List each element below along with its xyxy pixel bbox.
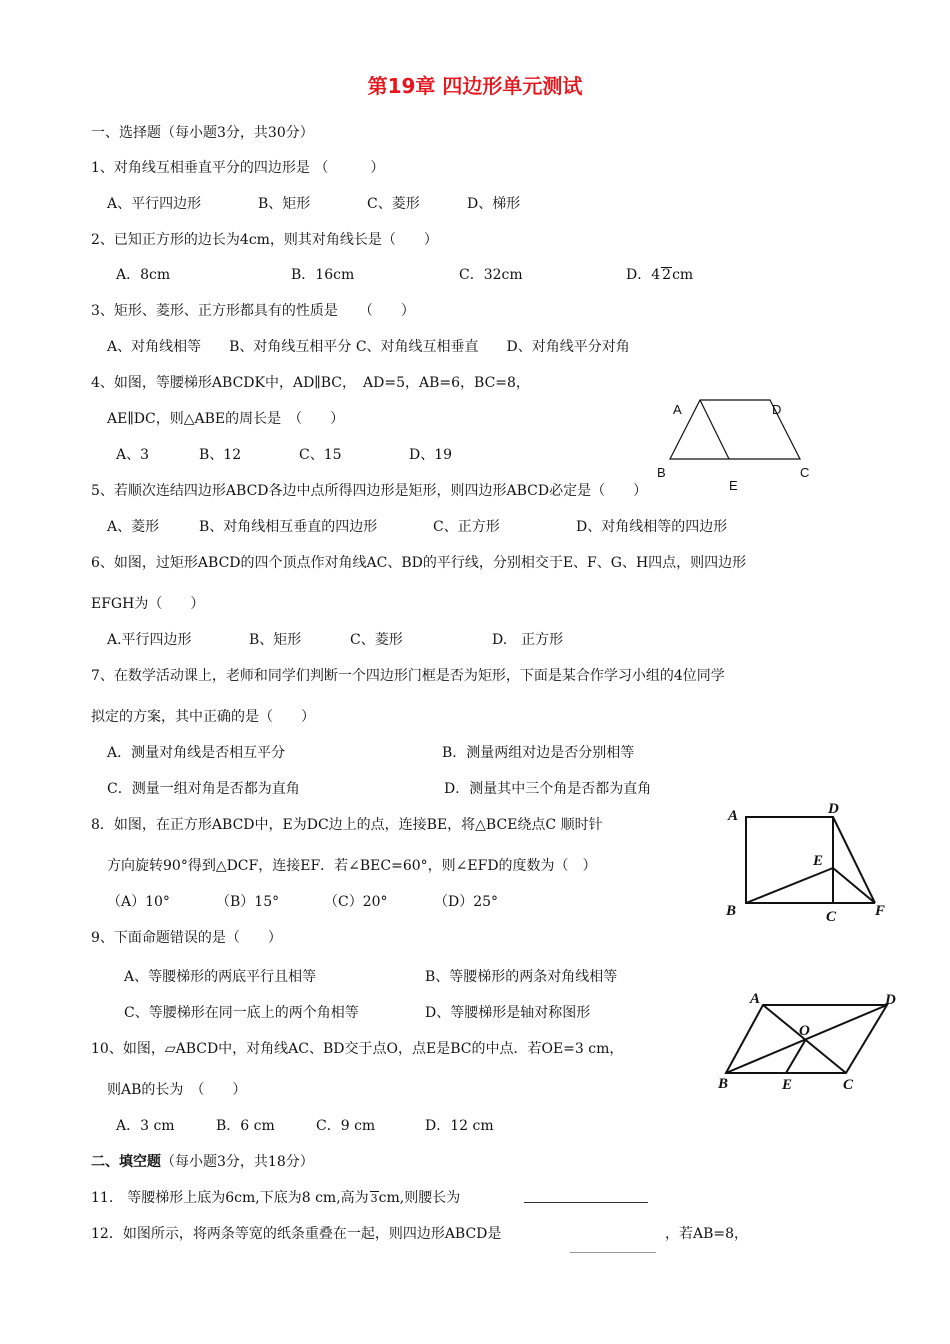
- q10-diagonal-bd: [726, 1005, 887, 1073]
- page-title: 第19章 四边形单元测试: [367, 74, 583, 98]
- q6-stem-line2: EFGH为（ ）: [91, 596, 205, 612]
- q8-label-a: A: [728, 808, 739, 824]
- q4-label-c: C: [800, 465, 810, 480]
- q8-square-figure: [720, 795, 895, 930]
- q7-option-c: C．测量一组对角是否都为直角: [107, 781, 300, 797]
- q9-option-a: A、等腰梯形的两底平行且相等: [124, 969, 317, 985]
- q11-answer-blank[interactable]: [524, 1202, 648, 1203]
- q4-option-a: A、3: [116, 447, 150, 463]
- section-2-heading: 二、填空题（每小题3分，共18分）: [91, 1154, 314, 1170]
- q9-option-d: D、等腰梯形是轴对称图形: [425, 1005, 591, 1021]
- q4-option-d: D、19: [409, 447, 453, 463]
- q10-option-d: D．12 cm: [425, 1118, 494, 1134]
- q8-stem-line2: 方向旋转90°得到△DCF，连接EF．若∠BEC=60°，则∠EFD的度数为（ ）: [107, 858, 597, 874]
- q10-label-o: O: [799, 1023, 810, 1039]
- q4-option-b: B、12: [199, 447, 242, 463]
- q8-label-f: F: [875, 903, 886, 919]
- q10-parallelogram-figure: [715, 992, 900, 1092]
- q8-segment-be: [746, 868, 833, 903]
- q7-option-d: D．测量其中三个角是否都为直角: [444, 781, 652, 797]
- q4-label-d: D: [772, 402, 782, 417]
- q10-label-b: B: [718, 1076, 729, 1092]
- q12-stem-tail: ，若AB=8，: [665, 1226, 749, 1242]
- q2-option-c: C．32cm: [459, 267, 523, 283]
- q2-sqrt: 2: [662, 267, 672, 283]
- q6-option-d: D. 正方形: [492, 632, 564, 648]
- q1-option-d: D、梯形: [467, 196, 521, 212]
- q8-label-b: B: [726, 903, 737, 919]
- q8-option-d: （D）25°: [434, 894, 499, 910]
- q8-label-c: C: [826, 909, 837, 925]
- q8-label-e: E: [813, 853, 824, 869]
- q5-option-c: C、正方形: [433, 519, 500, 535]
- q12-answer-blank[interactable]: [570, 1252, 656, 1253]
- q2-option-d: D．4 2cm: [626, 267, 694, 283]
- q7-stem-line1: 7、在数学活动课上，老师和同学们判断一个四边形门框是否为矩形，下面是某合作学习小组的4位同学: [91, 668, 725, 684]
- q5-option-b: B、对角线相互垂直的四边形: [199, 519, 378, 535]
- q10-option-b: B．6 cm: [216, 1118, 275, 1134]
- q7-option-a: A．测量对角线是否相互平分: [107, 745, 286, 761]
- q6-option-c: C、菱形: [350, 632, 403, 648]
- q5-option-a: A、菱形: [107, 519, 160, 535]
- q1-stem: 1、对角线互相垂直平分的四边形是 （ ）: [91, 160, 385, 176]
- q3-options: A、对角线相等 B、对角线互相平分 C、对角线互相垂直 D、对角线平分对角: [107, 339, 630, 355]
- q10-label-c: C: [843, 1077, 854, 1093]
- q4-stem-line1: 4、如图，等腰梯形ABCDK中，AD∥BC， AD=5，AB=6，BC=8，: [91, 375, 530, 391]
- q8-option-b: （B）15°: [216, 894, 280, 910]
- q2-stem: 2、已知正方形的边长为4cm，则其对角线长是（ ）: [91, 232, 438, 248]
- q4-label-a: A: [673, 402, 682, 417]
- q7-option-b: B．测量两组对边是否分别相等: [442, 745, 635, 761]
- q6-stem-line1: 6、如图，过矩形ABCD的四个顶点作对角线AC、BD的平行线，分别相交于E、F、G、H四点，则四边形: [91, 555, 747, 571]
- q5-stem: 5、若顺次连结四边形ABCD各边中点所得四边形是矩形，则四边形ABCD必定是（ ）: [91, 483, 648, 499]
- q1-option-c: C、菱形: [367, 196, 420, 212]
- q9-stem: 9、下面命题错误的是（ ）: [91, 930, 282, 946]
- q1-option-b: B、矩形: [258, 196, 311, 212]
- q12-stem: 12．如图所示，将两条等宽的纸条重叠在一起，则四边形ABCD是: [91, 1226, 502, 1242]
- section-1-heading: 一、选择题（每小题3分，共30分）: [91, 125, 314, 141]
- q3-stem: 3、矩形、菱形、正方形都具有的性质是 （ ）: [91, 303, 415, 319]
- q8-option-c: （C）20°: [324, 894, 388, 910]
- q8-option-a: （A）10°: [107, 894, 170, 910]
- q8-segment-ef: [833, 868, 875, 903]
- q4-label-b: B: [657, 465, 666, 480]
- q4-option-c: C、15: [299, 447, 342, 463]
- q9-option-b: B、等腰梯形的两条对角线相等: [425, 969, 618, 985]
- q10-option-a: A．3 cm: [116, 1118, 175, 1134]
- q10-option-c: C．9 cm: [316, 1118, 376, 1134]
- q4-label-e: E: [729, 478, 738, 493]
- q4-segment-ae: [700, 400, 729, 459]
- q10-stem-line2: 则AB的长为 （ ）: [107, 1082, 247, 1098]
- q1-option-a: A、平行四边形: [107, 196, 202, 212]
- q5-option-d: D、对角线相等的四边形: [576, 519, 728, 535]
- q9-option-c: C、等腰梯形在同一底上的两个角相等: [124, 1005, 359, 1021]
- q4-trapezoid-figure: [650, 395, 820, 495]
- q8-label-d: D: [828, 801, 839, 817]
- q4-stem-line2: AE∥DC，则△ABE的周长是 （ ）: [107, 411, 345, 427]
- q8-stem-line1: 8．如图，在正方形ABCD中，E为DC边上的点，连接BE，将△BCE绕点C 顺时针: [91, 817, 603, 833]
- q2-option-a: A．8cm: [116, 267, 171, 283]
- q10-label-d: D: [885, 992, 896, 1008]
- q11-sqrt: 3: [370, 1192, 378, 1205]
- q2-option-b: B．16cm: [291, 267, 355, 283]
- q6-option-b: B、矩形: [249, 632, 302, 648]
- q6-option-a: A.平行四边形: [107, 632, 192, 648]
- q10-label-a: A: [750, 991, 761, 1007]
- q10-label-e: E: [782, 1077, 793, 1093]
- q8-segment-df: [833, 817, 875, 903]
- q10-stem-line1: 10、如图，▱ABCD中，对角线AC、BD交于点O，点E是BC的中点．若OE=3 cm，: [91, 1041, 624, 1057]
- q7-stem-line2: 拟定的方案，其中正确的是（ ）: [91, 709, 315, 725]
- q11-stem: 11. 等腰梯形上底为6cm,下底为8 cm,高为 3cm,则腰长为: [91, 1190, 461, 1206]
